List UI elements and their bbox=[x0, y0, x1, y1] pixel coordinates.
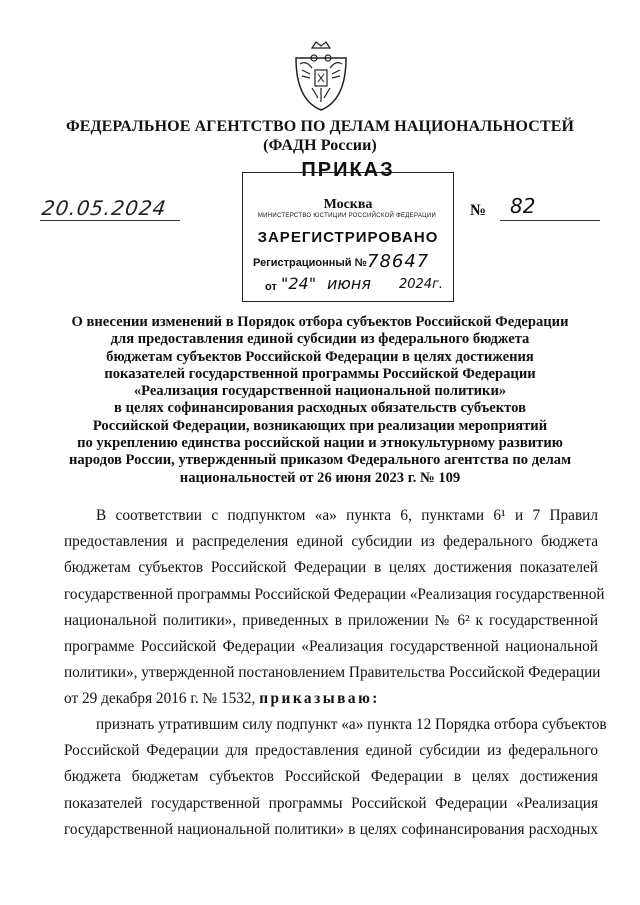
agency-name: ФЕДЕРАЛЬНОЕ АГЕНТСТВО ПО ДЕЛАМ НАЦИОНАЛЬНОСТЕЙ bbox=[65, 118, 575, 135]
reg-date-year: 2024г. bbox=[399, 277, 444, 292]
order-number: 82 bbox=[510, 194, 536, 218]
title-line: в целях софинансирования расходных обязательств субъектов bbox=[114, 400, 526, 417]
registered-label: ЗАРЕГИСТРИРОВАНО bbox=[257, 229, 439, 246]
order-directive: приказываю: bbox=[259, 690, 380, 708]
city-label: Москва bbox=[323, 197, 373, 212]
title-line: Российской Федерации, возникающих при реализации мероприятий bbox=[92, 417, 548, 434]
text-line: Российской Федерации для предоставления единой субсидии из федерального bbox=[64, 742, 598, 760]
preamble-paragraph bbox=[64, 503, 605, 713]
title-line: О внесении изменений в Порядок отбора субъектов Российской Федерации bbox=[71, 314, 569, 330]
number-underline bbox=[500, 220, 600, 221]
title-line: показателей государственной программы Российской Федерации bbox=[104, 365, 536, 382]
text-line: бюджета бюджетам субъектов Российской Федерации в целях достижения bbox=[64, 768, 598, 786]
title-line: бюджетам субъектов Российской Федерации в целях достижения bbox=[106, 348, 534, 365]
reg-number-label: Регистрационный № bbox=[253, 257, 367, 269]
title-line: «Реализация государственной национальной политики» bbox=[133, 383, 507, 400]
registration-stamp bbox=[242, 159, 454, 302]
text-line: В соответствии с подпунктом «а» пункта 6, пунктами 6¹ и 7 Правил bbox=[96, 507, 598, 524]
text-line: признать утратившим силу подпункт «а» пункта 12 Порядка отбора субъектов bbox=[96, 716, 607, 733]
text-line: показателей государственной программы Российской Федерации «Реализация bbox=[64, 794, 598, 812]
reg-date-day: "24" bbox=[281, 274, 317, 293]
date-underline bbox=[40, 220, 180, 221]
text-line: политики», утвержденной постановлением Правительства Российской Федерации bbox=[64, 664, 601, 682]
text-line: предоставления и распределения единой субсидии из федерального бюджета bbox=[64, 533, 598, 551]
reg-date-prefix: от bbox=[265, 281, 277, 293]
text-line: бюджетам субъектов Российской Федерации в целях достижения показателей bbox=[64, 559, 598, 577]
text-line-final bbox=[64, 686, 598, 712]
title-line: для предоставления единой субсидии из федерального бюджета bbox=[110, 331, 530, 348]
ministry-label: МИНИСТЕРСТВО ЮСТИЦИИ РОССИЙСКОЙ ФЕДЕРАЦИИ bbox=[257, 213, 437, 219]
reg-date-month: июня bbox=[327, 274, 371, 293]
reg-number: 78647 bbox=[367, 251, 430, 272]
text-line: национальной политики», приведенных в приложении № 6² к государственной bbox=[64, 611, 598, 629]
title-line: национальностей от 26 июня 2023 г. № 109 bbox=[179, 469, 461, 486]
coat-of-arms-emblem bbox=[290, 40, 352, 114]
order-heading: ПРИКАЗ bbox=[301, 159, 395, 181]
document-title bbox=[62, 314, 578, 487]
title-line: по укреплению единства российской нации и этнокультурному развитию bbox=[77, 435, 563, 452]
order-date: 20.05.2024 bbox=[40, 196, 169, 220]
agency-abbreviation: (ФАДН России) bbox=[263, 137, 377, 154]
operative-paragraph bbox=[64, 712, 607, 843]
text-line: программе Российской Федерации «Реализация государственной национальной bbox=[64, 638, 598, 656]
text-line: государственной национальной политики» в целях софинансирования расходных bbox=[64, 820, 598, 838]
order-number-label: № bbox=[470, 202, 487, 219]
title-line: народов России, утвержденный приказом Федерального агентства по делам bbox=[68, 452, 572, 469]
text-line: государственной программы Российской Федерации «Реализация государственной bbox=[64, 585, 605, 603]
text-line: от 29 декабря 2016 г. № 1532, bbox=[64, 690, 256, 708]
